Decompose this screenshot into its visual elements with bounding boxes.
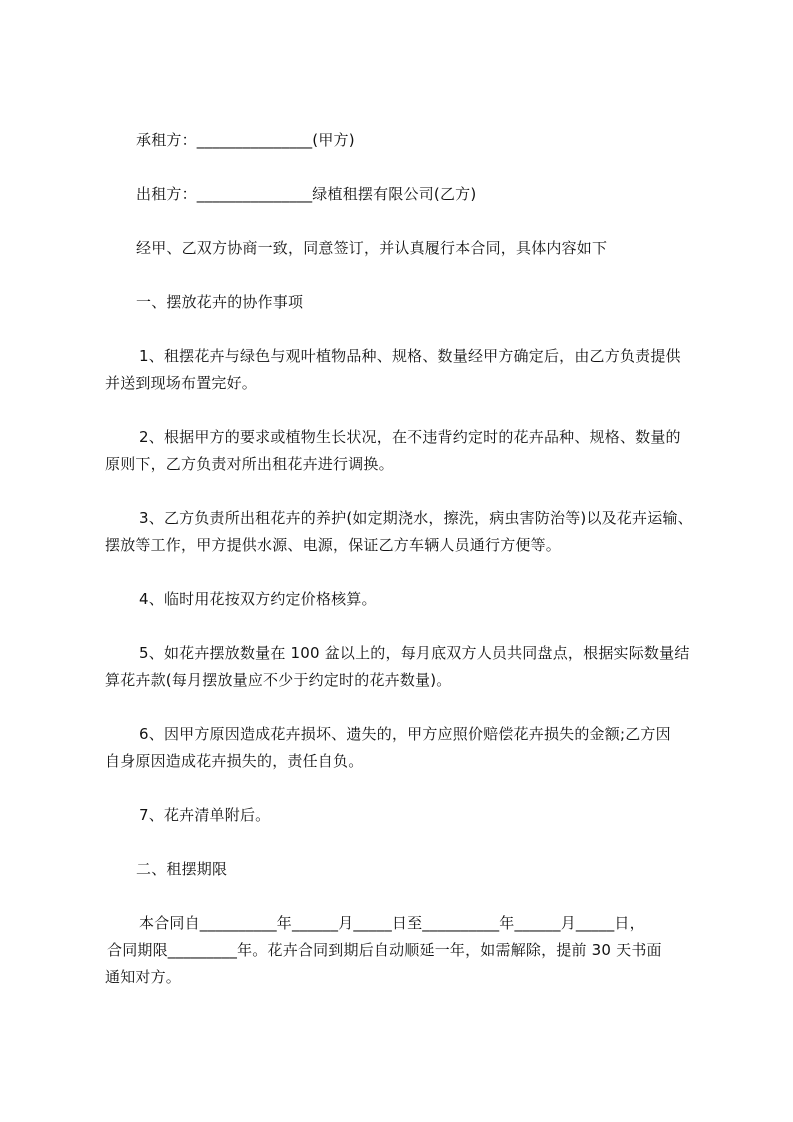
item-5-line-1: 5、如花卉摆放数量在 100 盆以上的，每月底双方人员共同盘点，根据实际数量结	[139, 644, 690, 662]
item-2-line-1: 2、根据甲方的要求或植物生长状况，在不违背约定时的花卉品种、规格、数量的	[139, 428, 681, 446]
item-6-line-1: 6、因甲方原因造成花卉损坏、遗失的，甲方应照价赔偿花卉损失的金额;乙方因	[139, 725, 671, 743]
term-line-3: 通知对方。	[105, 968, 182, 986]
item-1-line-1: 1、租摆花卉与绿色与观叶植物品种、规格、数量经甲方确定后，由乙方负责提供	[139, 347, 681, 365]
item-4-line-1: 4、临时用花按双方约定价格核算。	[139, 590, 377, 608]
item-1-line-2: 并送到现场布置完好。	[105, 374, 258, 392]
item-2-line-2: 原则下，乙方负责对所出租花卉进行调换。	[105, 455, 394, 473]
lessee-line: 承租方：_______________(甲方)	[136, 131, 355, 149]
item-3-line-2: 摆放等工作，甲方提供水源、电源，保证乙方车辆人员通行方便等。	[105, 536, 562, 554]
term-line-2: 合同期限_________年。花卉合同到期后自动顺延一年，如需解除，提前 30 天书面	[107, 941, 662, 959]
lessor-line: 出租方：_______________绿植租摆有限公司(乙方)	[136, 185, 477, 203]
term-line-1: 本合同自__________年______月_____日至__________年______月_____日，	[139, 914, 645, 932]
item-3-line-1: 3、乙方负责所出租花卉的养护(如定期浇水，擦洗，病虫害防治等)以及花卉运输、	[139, 509, 693, 527]
item-7-line-1: 7、花卉清单附后。	[139, 806, 271, 824]
item-6-line-2: 自身原因造成花卉损失的，责任自负。	[105, 752, 364, 770]
item-5-line-2: 算花卉款(每月摆放量应不少于约定时的花卉数量)。	[105, 671, 452, 689]
intro-paragraph: 经甲、乙双方协商一致，同意签订，并认真履行本合同，具体内容如下	[136, 239, 608, 257]
section-1-title: 一、摆放花卉的协作事项	[136, 293, 304, 311]
section-2-title: 二、租摆期限	[136, 860, 228, 878]
